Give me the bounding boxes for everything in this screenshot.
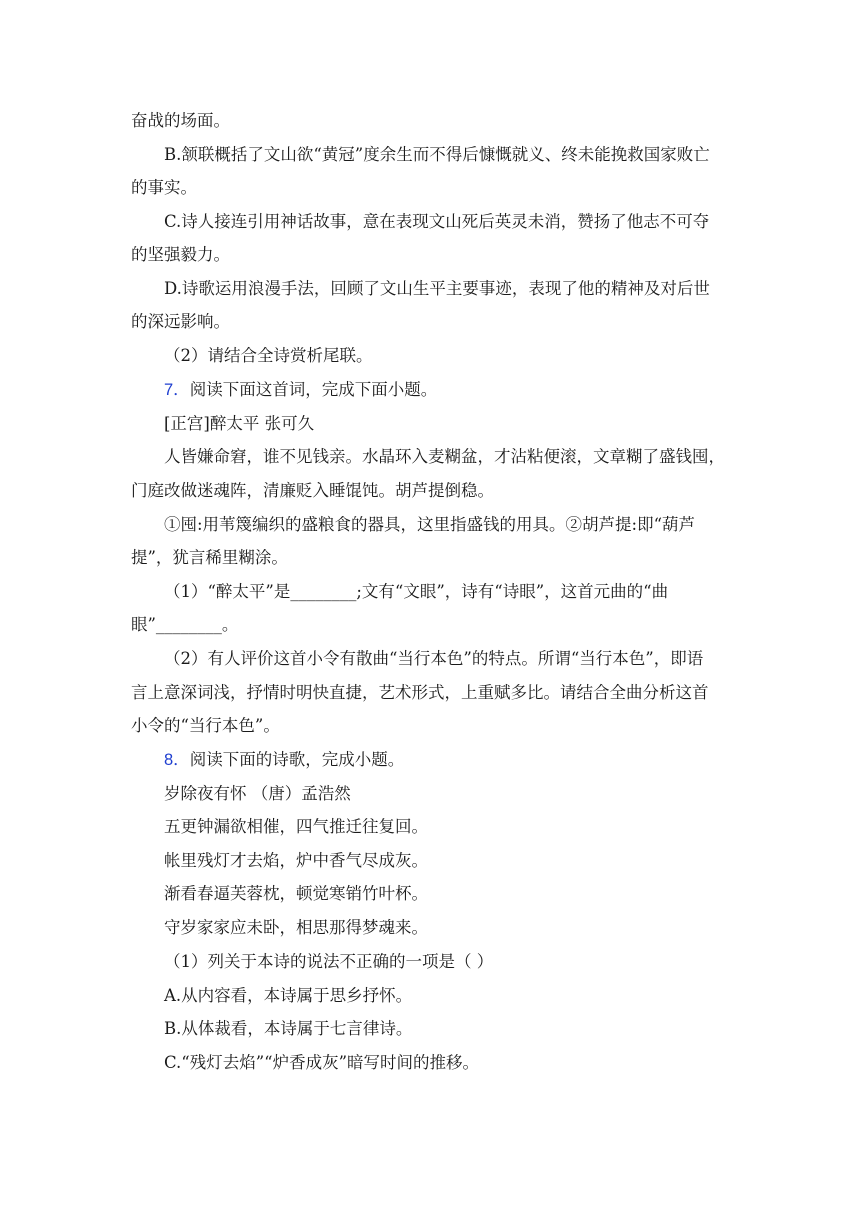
sub-question: （1）“醉太平”是________;文有“文眼”，诗有“诗眼”，这首元曲的“曲 [164, 582, 669, 601]
question-8-header [164, 749, 404, 771]
option-c-line: C.诗人接连引用神话故事，意在表现文山死后英灵未消，赞扬了他志不可夺 [164, 212, 710, 231]
poem-line: 五更钟漏欲相催，四气推迁往复回。 [164, 817, 428, 836]
sub-question: 眼”________。 [131, 615, 239, 634]
poem-line: 人皆嫌命窘，谁不见钱亲。水晶环入麦糊盆，才沾粘便滚，文章糊了盛钱囤， [164, 447, 725, 466]
sub-question: 小令的“当行本色”。 [131, 716, 280, 735]
text-line: 的坚强毅力。 [131, 245, 230, 264]
question-prompt: 阅读下面的诗歌，完成小题。 [189, 750, 405, 769]
annotation-line: 提”，犹言稀里糊涂。 [131, 548, 288, 567]
option-a-line: A.从内容看，本诗属于思乡抒怀。 [164, 986, 413, 1005]
poem-line: 渐看春逼芙蓉枕，顿觉寒销竹叶杯。 [164, 884, 428, 903]
sub-question: （1）列关于本诗的说法不正确的一项是（ ） [164, 952, 494, 971]
question-7-header [164, 379, 437, 401]
poem-line: 帐里残灯才去焰，炉中香气尽成灰。 [164, 851, 428, 870]
question-number: 8． [164, 751, 190, 769]
question-prompt: 阅读下面这首词，完成下面小题。 [189, 380, 438, 399]
option-b-line: B.颔联概括了文山欲“黄冠”度余生而不得后慷慨就义、终未能挽救国家败亡 [164, 145, 710, 164]
option-c-line: C.“残灯去焰”“炉香成灰”暗写时间的推移。 [164, 1053, 480, 1072]
sub-question: 言上意深词浅，抒情时明快直捷，艺术形式，上重赋多比。请结合全曲分析这首 [131, 683, 709, 702]
sub-question: （2）有人评价这首小令有散曲“当行本色”的特点。所谓“当行本色”，即语 [164, 649, 704, 668]
sub-question: （2）请结合全诗赏析尾联。 [164, 346, 373, 365]
poem-line: 守岁家家应未卧，相思那得梦魂来。 [164, 918, 428, 937]
text-line: 奋战的场面。 [131, 111, 230, 130]
text-line: 的深远影响。 [131, 312, 230, 331]
poem-title: 岁除夜有怀 （唐）孟浩然 [164, 784, 351, 803]
poem-line: 门庭改做迷魂阵，清廉贬入睡馄饨。胡芦提倒稳。 [131, 481, 494, 500]
question-number: 7． [164, 381, 190, 399]
option-d-line: D.诗歌运用浪漫手法，回顾了文山生平主要事迹，表现了他的精神及对后世 [164, 279, 710, 298]
option-b-line: B.从体裁看，本诗属于七言律诗。 [164, 1019, 413, 1038]
text-line: 的事实。 [131, 178, 197, 197]
annotation-line: ①囤:用苇篾编织的盛粮食的器具，这里指盛钱的用具。②胡芦提:即“葫芦 [164, 515, 696, 534]
poem-title: [正宫]醉太平 张可久 [164, 414, 315, 433]
